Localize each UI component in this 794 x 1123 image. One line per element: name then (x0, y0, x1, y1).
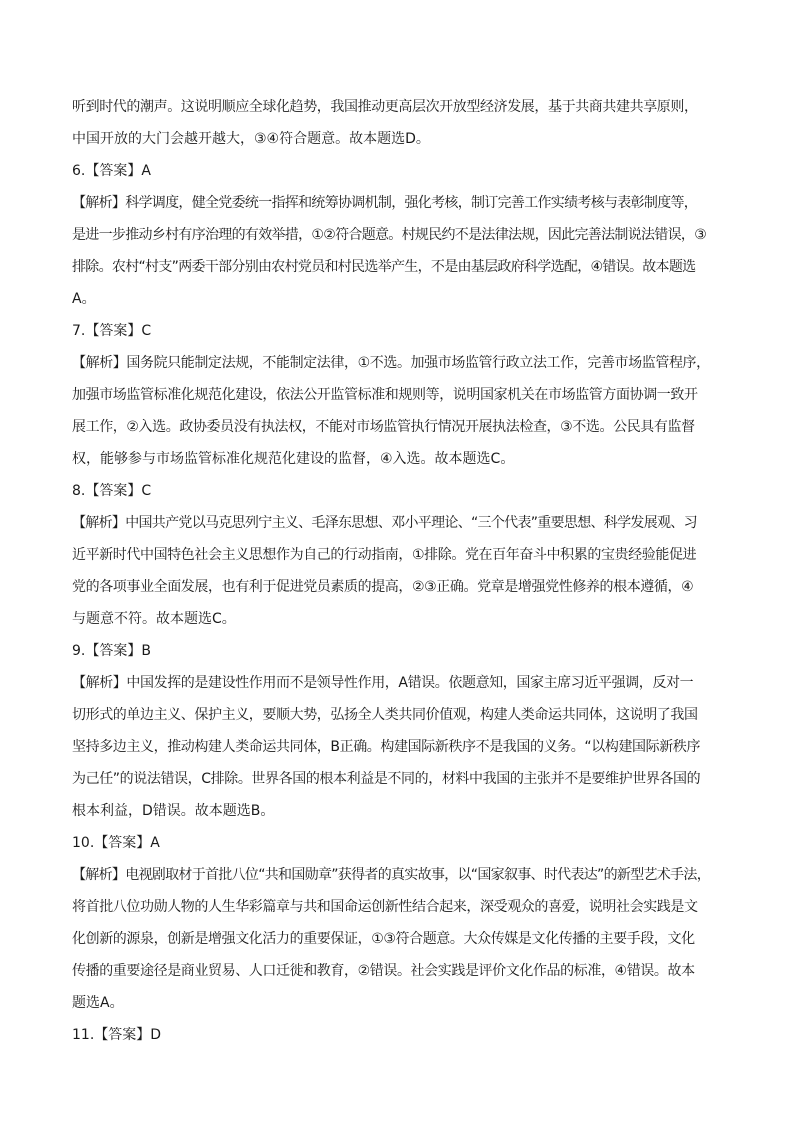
text-line: 听到时代的潮声。这说明顺应全球化趋势，我国推动更高层次开放型经济发展，基于共商共建共享原则， (72, 99, 698, 115)
text-line: 加强市场监管标准化规范化建设，依法公开监管标准和规则等，说明国家机关在市场监管方面协调一致开 (72, 387, 698, 403)
text-line: 是进一步推动乡村有序治理的有效举措，①②符合题意。村规民约不是法律法规，因此完善法制说法错误，③ (72, 227, 707, 243)
text-line: 为己任”的说法错误，C排除。世界各国的根本利益是不同的，材料中我国的主张并不是要维护世界各国的 (72, 771, 701, 787)
text-line: 近平新时代中国特色社会主义思想作为自己的行动指南，①排除。党在百年奋斗中积累的宝贵经验能促进 (72, 547, 697, 563)
answer-heading: 7.【答案】C (72, 323, 152, 339)
document-page (72, 96, 722, 1056)
answer-heading: 6.【答案】A (72, 163, 151, 179)
text-line: 中国开放的大门会越开越大，③④符合题意。故本题选D。 (72, 131, 430, 147)
text-line: 【解析】电视剧取材于首批八位“共和国勋章”获得者的真实故事，以“国家叙事、时代表达”的新型艺术手法， (72, 867, 711, 883)
text-line: 展工作，②入选。政协委员没有执法权，不能对市场监管执行情况开展执法检查，③不选。公民具有监督 (72, 419, 695, 435)
text-line: 权，能够参与市场监管标准化规范化建设的监督，④入选。故本题选C。 (72, 451, 515, 467)
text-line: 【解析】中国共产党以马克思列宁主义、毛泽东思想、邓小平理论、“三个代表”重要思想、科学发展观、习 (72, 515, 697, 531)
text-line: 坚持多边主义，推动构建人类命运共同体，B正确。构建国际新秩序不是我国的义务。“以构建国际新秩序 (72, 739, 701, 755)
text-line: A。 (72, 291, 96, 307)
text-line: 排除。农村“村支”两委干部分别由农村党员和村民选举产生，不是由基层政府科学选配，④错误。故本题选 (72, 259, 696, 275)
text-line: 传播的重要途径是商业贸易、人口迁徙和教育，②错误。社会实践是评价文化作品的标准，④错误。故本 (72, 963, 695, 979)
text-line: 【解析】科学调度，健全党委统一指挥和统筹协调机制，强化考核，制订完善工作实绩考核与表彰制度等， (72, 195, 698, 211)
answer-heading: 8.【答案】C (72, 483, 152, 499)
text-line: 根本利益，D错误。故本题选B。 (72, 803, 275, 819)
text-line: 题选A。 (72, 995, 124, 1011)
text-line: 党的各项事业全面发展，也有利于促进党员素质的提高，②③正确。党章是增强党性修养的根本遵循，④ (72, 579, 694, 595)
text-line: 将首批八位功勋人物的人生华彩篇章与共和国命运创新性结合起来，深受观众的喜爱，说明社会实践是文 (72, 899, 698, 915)
answer-heading: 11.【答案】D (72, 1027, 162, 1043)
text-line: 【解析】中国发挥的是建设性作用而不是领导性作用，A错误。依题意知，国家主席习近平强调，反对一 (72, 675, 694, 691)
text-line: 切形式的单边主义、保护主义，要顺大势，弘扬全人类共同价值观，构建人类命运共同体，这说明了我国 (72, 707, 698, 723)
answer-heading: 10.【答案】A (72, 835, 160, 851)
text-line: 化创新的源泉，创新是增强文化活力的重要保证，①③符合题意。大众传媒是文化传播的主要手段，文化 (72, 931, 695, 947)
answer-heading: 9.【答案】B (72, 643, 151, 659)
text-line: 【解析】国务院只能制定法规，不能制定法律，①不选。加强市场监管行政立法工作，完善市场监管程序， (72, 355, 710, 371)
text-line: 与题意不符。故本题选C。 (72, 611, 236, 627)
